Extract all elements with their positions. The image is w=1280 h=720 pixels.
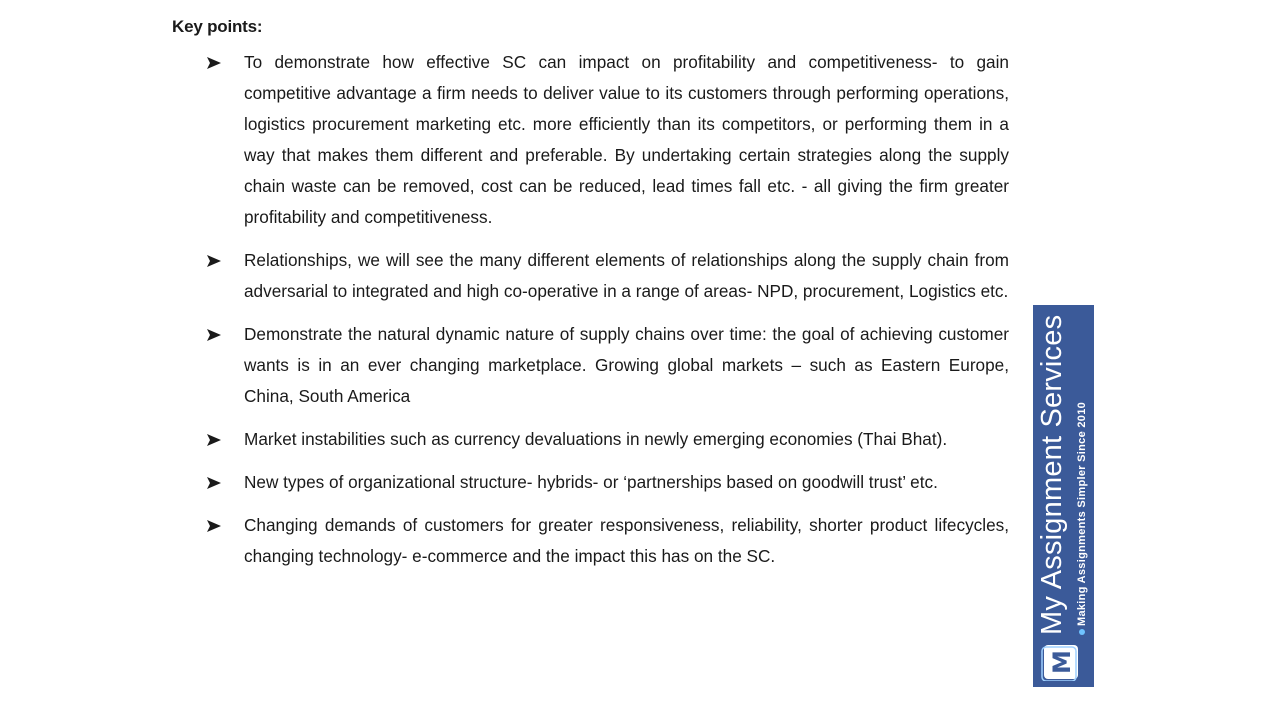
dot-icon [1079,629,1085,635]
logo-letter: M [1048,650,1076,674]
m-logo-icon [1040,641,1080,681]
arrow-bullet-icon [207,47,223,78]
bullet-text: Relationships, we will see the many different elements of relationships along the supply chain from adversarial to integrated and high co-operative in a range of areas- NPD, procurement, Logistics etc. [244,250,1009,301]
bullet-text: Market instabilities such as currency devaluations in newly emerging economies (Thai Bhat). [244,429,948,449]
watermark-badge [1033,305,1094,687]
badge-tagline-row [1076,402,1088,635]
key-points-list [207,47,1009,572]
arrow-bullet-icon [207,424,223,455]
list-item [207,319,1009,412]
bullet-text: New types of organizational structure- hybrids- or ‘partnerships based on goodwill trust’ etc. [244,472,938,492]
list-item [207,245,1009,307]
badge-title: My Assignment Services [1036,314,1068,635]
arrow-bullet-icon [207,319,223,350]
arrow-bullet-icon [207,245,223,276]
badge-content [1033,305,1094,687]
arrow-bullet-icon [207,510,223,541]
arrow-bullet-icon [207,467,223,498]
bullet-text: Changing demands of customers for greater responsiveness, reliability, shorter product lifecycles, changing technology- e-commerce and the impact this has on the SC. [244,515,1009,566]
bullet-text: To demonstrate how effective SC can impact on profitability and competitiveness- to gain competitive advantage a firm needs to deliver value to its customers through performing operations, logistics procurement marketing etc. more efficiently than its competitors, or performing them in a way that makes them different and preferable. By undertaking certain strategies along the supply chain waste can be removed, cost can be reduced, lead times fall etc. - all giving the firm greater profitability and competitiveness. [244,52,1009,227]
bullet-text: Demonstrate the natural dynamic nature of supply chains over time: the goal of achieving customer wants is in an ever changing marketplace. Growing global markets – such as Eastern Europe, China, South America [244,324,1009,406]
list-item [207,510,1009,572]
list-item [207,47,1009,233]
key-points-heading: Key points: [172,17,263,36]
list-item [207,424,1009,455]
badge-tagline: Making Assignments Simpler Since 2010 [1076,401,1088,626]
list-item [207,467,1009,498]
